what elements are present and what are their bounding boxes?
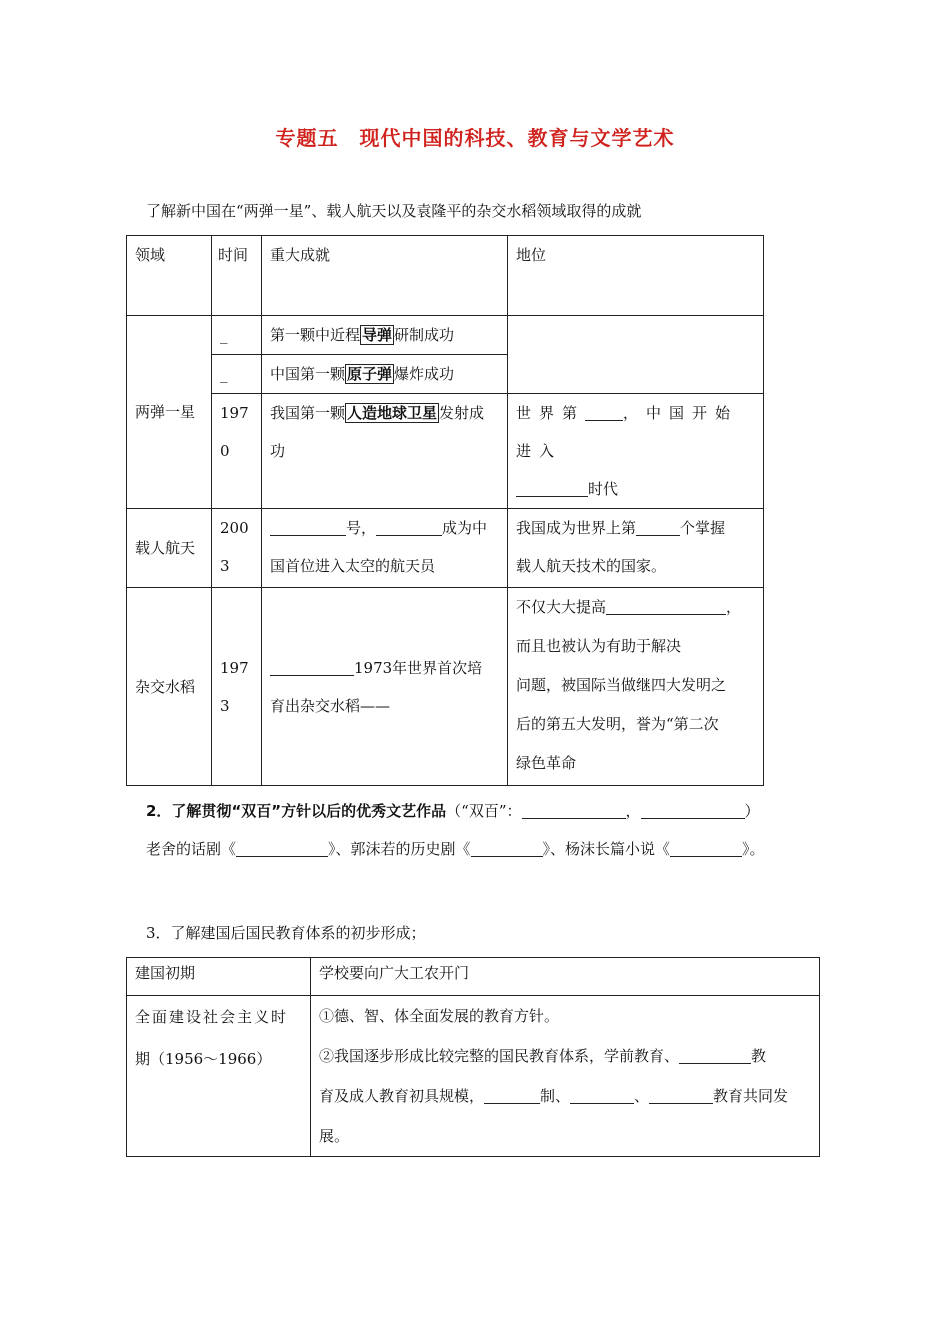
boxed-term: 人造地球卫星 [347,404,438,422]
question-3-label: 3．了解建国后国民教育体系的初步形成； [146,924,426,942]
education-table [126,957,820,1157]
time-cell: 1970 [212,394,262,509]
achievement-cell: 第一颗中近程 导弹 研制成功 [262,316,508,355]
period-cell: 建国初期 [127,958,311,996]
question-2: 2．了解贯彻“双百”方针以后的优秀文艺作品（“双百”： ， ） [146,802,760,820]
boxed-term: 原子弹 [347,365,393,383]
header-status: 地位 [508,236,764,316]
status-cell: 不仅大大提高 ， 而且也被认为有助于解决 问题，被国际当做继四大发明之 后的第五大发明，誉为“第二次 绿色革命 [508,588,764,786]
boxed-term: 导弹 [362,326,393,344]
table-row [127,316,764,355]
answer-blank[interactable] [270,517,346,536]
status-cell: 世界第 ，中国开始进入 时代 [508,394,764,509]
time-cell: _ [212,316,262,355]
answer-blank[interactable] [516,478,588,497]
table-header-row [127,236,764,316]
answer-blank[interactable] [570,1085,634,1104]
header-achievement: 重大成就 [262,236,508,316]
intro-text: 了解新中国在“两弹一星”、载人航天以及袁隆平的杂交水稻领域取得的成就 [146,202,642,220]
table-row [127,958,820,996]
answer-blank[interactable] [484,1085,540,1104]
question-2-works: 老舍的话剧《 》、郭沫若的历史剧《 》、杨沫长篇小说《 》。 [146,840,765,858]
answer-blank[interactable] [679,1045,751,1064]
achievement-cell: 中国第一颗 原子弹 爆炸成功 [262,355,508,394]
answer-blank[interactable] [270,657,354,676]
field-space: 载人航天 [127,509,212,588]
table-row [127,394,764,509]
field-rice: 杂交水稻 [127,588,212,786]
status-cell: 我国成为世界上第 个掌握 载人航天技术的国家。 [508,509,764,588]
header-time: 时间 [212,236,262,316]
question-2-label: 2．了解贯彻“双百”方针以后的优秀文艺作品 [146,802,447,820]
table-row [127,588,764,786]
answer-blank[interactable] [641,800,745,819]
content-cell: 学校要向广大工农开门 [311,958,820,996]
table-row [127,509,764,588]
answer-blank[interactable] [522,800,626,819]
status-cell [508,316,764,394]
answer-blank[interactable] [670,838,742,857]
achievement-cell: 号， 成为中 国首位进入太空的航天员 [262,509,508,588]
content-cell: ①德、智、体全面发展的教育方针。 ②我国逐步形成比较完整的国民教育体系，学前教育、 教 育及成人教育初具规模， 制、 、 教育共同发 展。 [311,996,820,1157]
time-cell: 2003 [212,509,262,588]
answer-blank[interactable] [471,838,543,857]
answer-blank[interactable] [606,596,726,615]
time-cell: _ [212,355,262,394]
field-two-bombs: 两弹一星 [127,316,212,509]
table-row [127,996,820,1157]
answer-blank[interactable] [585,402,623,421]
achievement-cell: 我国第一颗 人造地球卫星 发射成功 [262,394,508,509]
answer-blank[interactable] [649,1085,713,1104]
achievement-cell: 1973年世界首次培 育出杂交水稻—— [262,588,508,786]
page-title: 专题五 现代中国的科技、教育与文学艺术 [275,126,675,150]
period-cell: 全面建设社会主义时 期（1956～1966） [127,996,311,1157]
time-cell: 1973 [212,588,262,786]
answer-blank[interactable] [376,517,442,536]
answer-blank[interactable] [236,838,328,857]
achievements-table [126,235,764,786]
header-field: 领域 [127,236,212,316]
answer-blank[interactable] [636,517,680,536]
